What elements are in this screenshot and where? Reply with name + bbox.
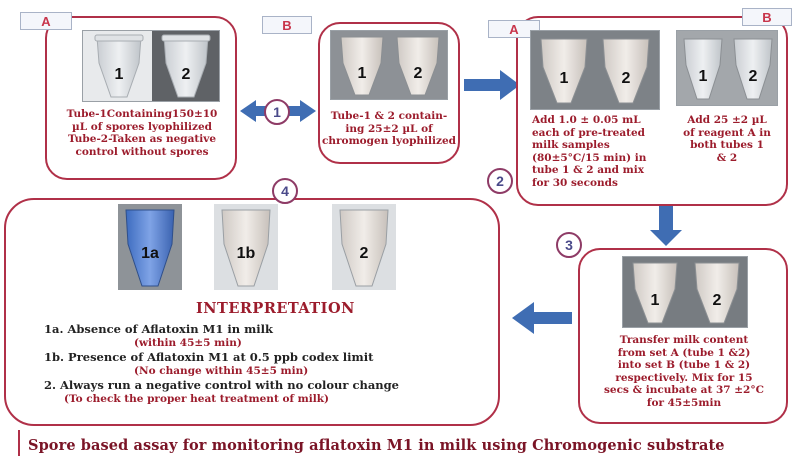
tube-2-control [158, 33, 214, 101]
interp-item-1a: 1a. Absence of Aflatoxin M1 in milk [44, 322, 273, 336]
interp-item-1b-note: (No change within 45±5 min) [134, 365, 309, 377]
tube-2-label: 2 [359, 245, 369, 263]
tab-a-right: A [488, 20, 540, 38]
interp-item-2: 2. Always run a negative control with no colour change [44, 378, 400, 392]
photo-spore-tubes [82, 30, 220, 102]
tube-1-label: 1 [357, 64, 367, 82]
tube-1a-label: 1a [141, 245, 159, 263]
arrow-right-to-step-2 [462, 68, 522, 102]
step-4-marker: 4 [272, 178, 298, 204]
tube-2-chromogen [391, 33, 445, 99]
photo-chromogen-tubes [330, 30, 448, 100]
step-3-marker: 3 [556, 232, 582, 258]
interp-item-2-note: (To check the proper heat treatment of milk) [64, 393, 329, 405]
interpretation-list [44, 322, 484, 406]
tube-2-reagent [729, 35, 777, 103]
tube-1b-label: 1b [236, 245, 256, 263]
tube-1a-blue [118, 204, 182, 290]
arrow-down-to-step-3 [648, 206, 684, 248]
panel-a-description: Tube-1Containing150±10 µL of spores lyophilized Tube-2-Taken as negative control without spores [66, 108, 218, 158]
panel-b-description: Tube-1 & 2 contain- ing 25±2 µL of chromogen lyophilized [322, 110, 457, 147]
tube-1-spores [91, 33, 147, 101]
tab-b-right: B [742, 8, 792, 26]
figure-caption: Spore based assay for monitoring aflatoxin M1 in milk using Chromogenic substrate [28, 437, 725, 454]
interp-item-1b: 1b. Presence of Aflatoxin M1 at 0.5 ppb codex limit [44, 350, 374, 364]
tab-a-left: A [20, 12, 72, 30]
interpretation-heading: INTERPRETATION [196, 300, 355, 317]
tube-1-label: 1 [114, 65, 124, 83]
tube-2-milk [597, 35, 655, 107]
interp-item-1a-note: (within 45±5 min) [134, 337, 242, 349]
tube-1-reagent [679, 35, 727, 103]
tab-b-left: B [262, 16, 312, 34]
tube-1-chromogen [335, 33, 389, 99]
caption-divider [18, 430, 20, 456]
tube-2-label: 2 [181, 65, 191, 83]
tube-1-incubation [627, 259, 683, 327]
arrow-left-to-step-4 [510, 300, 574, 336]
tube-2-label: 2 [712, 291, 722, 309]
tube-2-negative-control [332, 204, 396, 290]
tube-1-milk [535, 35, 593, 107]
tube-1-label: 1 [559, 69, 569, 87]
tube-2-label: 2 [621, 69, 631, 87]
tube-1-label: 1 [650, 291, 660, 309]
tube-2-incubation [689, 259, 745, 327]
photo-reagent-tubes-set-b [676, 30, 778, 106]
tube-1b-white [214, 204, 278, 290]
tube-2-label: 2 [748, 67, 758, 85]
step-2-marker: 2 [487, 168, 513, 194]
panel-a2-description: Add 1.0 ± 0.05 mL each of pre-treated milk samples (80±5°C/15 min) in tube 1 & 2 and mix for 30 seconds [532, 114, 647, 189]
tube-2-label: 2 [413, 64, 423, 82]
panel-3-description: Transfer milk content from set A (tube 1 &2) into set B (tube 1 & 2) respectively. Mix for 15 secs & incubate at 37 ±2°C for 45±5min [604, 334, 764, 409]
step-1-marker: 1 [264, 99, 290, 125]
panel-b2-description: Add 25 ±2 µL of reagent A in both tubes 1 & 2 [683, 114, 771, 164]
photo-milk-tubes-set-a [530, 30, 660, 110]
tube-1-label: 1 [698, 67, 708, 85]
photo-incubation-tubes [622, 256, 748, 328]
